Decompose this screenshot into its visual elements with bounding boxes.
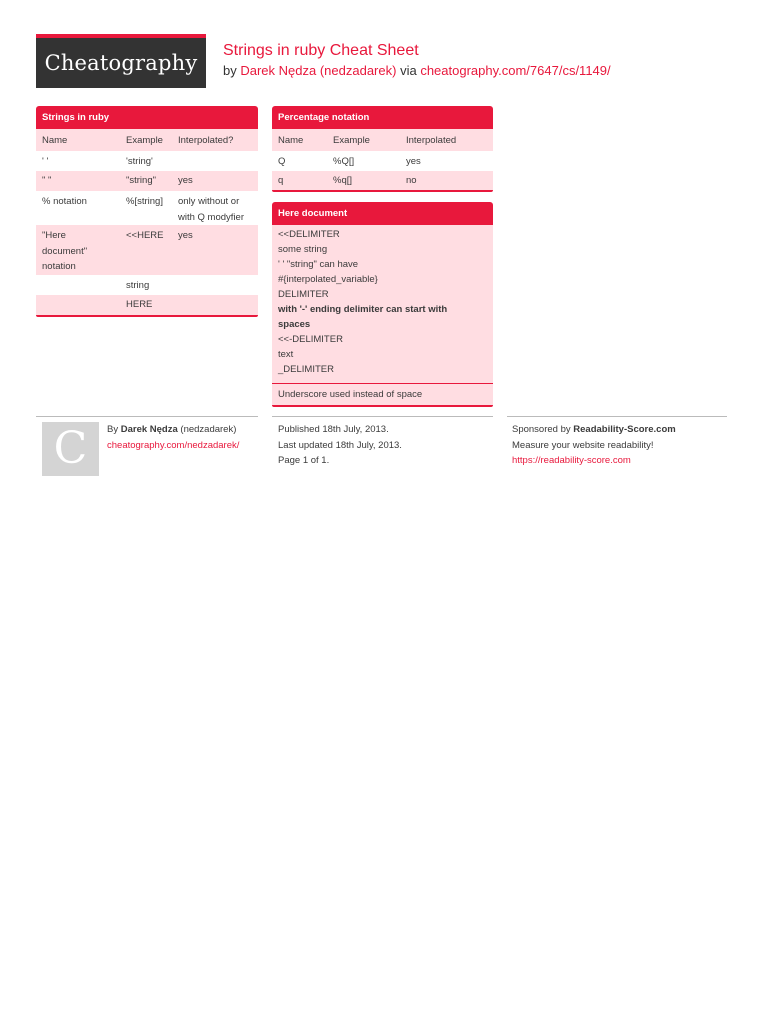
author-name: Darek Nędza bbox=[120, 424, 178, 435]
table-row bbox=[36, 295, 258, 315]
author-info bbox=[107, 422, 239, 453]
footer-divider bbox=[272, 416, 493, 417]
here-document-panel bbox=[272, 202, 493, 407]
sheet-url-link[interactable]: cheatography.com/7647/cs/1149/ bbox=[420, 63, 611, 78]
column-header: Example bbox=[126, 134, 163, 146]
table-row bbox=[36, 225, 258, 275]
by-label: By bbox=[107, 424, 119, 435]
column-header: Name bbox=[42, 134, 68, 146]
code-line: _DELIMITER bbox=[278, 364, 334, 375]
panel-title: Strings in ruby bbox=[36, 106, 258, 129]
row-example: %Q[] bbox=[333, 156, 355, 167]
panel-title: Percentage notation bbox=[272, 106, 493, 129]
table-header-row bbox=[272, 129, 493, 151]
row-name bbox=[36, 297, 120, 315]
panel-bottom-rule bbox=[272, 405, 493, 407]
publish-info bbox=[278, 422, 402, 469]
row-example: <<HERE bbox=[126, 230, 164, 241]
footnote bbox=[272, 384, 493, 405]
table-row bbox=[36, 171, 258, 191]
sponsor-name: Readability-Score.com bbox=[573, 424, 676, 435]
row-name bbox=[36, 210, 120, 226]
code-line: DELIMITER bbox=[278, 289, 329, 300]
bold-note: with '-' ending delimiter can start with bbox=[278, 304, 448, 315]
row-example: string bbox=[126, 280, 150, 291]
sponsor-link[interactable]: https://readability-score.com bbox=[512, 455, 631, 466]
sponsor-info bbox=[512, 422, 676, 469]
logo-text: Cheatography bbox=[44, 51, 198, 75]
code-line: <<DELIMITER bbox=[278, 229, 340, 240]
row-interpolated: only without or bbox=[178, 196, 240, 207]
row-interpolated: no bbox=[406, 175, 417, 186]
table-row bbox=[36, 191, 258, 225]
column-header: Name bbox=[278, 134, 304, 146]
row-name: notation bbox=[42, 261, 76, 273]
row-example: %[string] bbox=[126, 196, 163, 207]
row-interpolated bbox=[172, 297, 258, 315]
author-handle: (nedzadarek) bbox=[180, 424, 237, 435]
byline-via: via bbox=[400, 63, 417, 78]
row-name: " " bbox=[42, 175, 52, 186]
row-name: Q bbox=[278, 156, 286, 167]
code-line: ' ' "string" can have bbox=[278, 259, 359, 270]
sponsored-by-label: Sponsored by bbox=[512, 424, 571, 435]
footer-divider bbox=[507, 416, 727, 417]
column-header: Example bbox=[333, 134, 370, 146]
column-header: Interpolated? bbox=[178, 134, 234, 146]
row-name: document" bbox=[42, 245, 88, 257]
row-interpolated: yes bbox=[178, 230, 193, 241]
code-block bbox=[272, 225, 493, 383]
sponsor-tagline: Measure your website readability! bbox=[512, 439, 654, 451]
row-interpolated bbox=[172, 154, 258, 171]
page-count: Page 1 of 1. bbox=[278, 455, 330, 466]
table-row bbox=[272, 171, 493, 190]
row-interpolated bbox=[172, 278, 258, 295]
code-line: text bbox=[278, 349, 294, 360]
byline-by: by bbox=[223, 63, 237, 78]
row-interpolated bbox=[172, 259, 258, 275]
table-row bbox=[36, 275, 258, 295]
table-header-row bbox=[36, 129, 258, 151]
row-example: "string" bbox=[126, 175, 156, 186]
panel-title: Here document bbox=[272, 202, 493, 225]
percentage-notation-panel bbox=[272, 106, 493, 192]
byline bbox=[223, 63, 611, 78]
column-header: Interpolated bbox=[406, 134, 457, 146]
row-example: HERE bbox=[126, 299, 153, 310]
bold-note: spaces bbox=[278, 319, 311, 330]
row-name: % notation bbox=[42, 196, 87, 207]
row-interpolated: with Q modyfier bbox=[178, 211, 244, 223]
row-example bbox=[120, 210, 172, 226]
row-example bbox=[120, 259, 172, 275]
row-interpolated bbox=[172, 244, 258, 260]
cheatography-logo[interactable] bbox=[36, 34, 206, 88]
footnote-text: Underscore used instead of space bbox=[278, 389, 423, 400]
table-row bbox=[272, 151, 493, 171]
row-name: ' ' bbox=[42, 156, 49, 167]
code-line: #{interpolated_variable} bbox=[278, 274, 378, 285]
updated-date: Last updated 18th July, 2013. bbox=[278, 439, 402, 451]
footer-divider bbox=[36, 416, 258, 417]
code-line: <<-DELIMITER bbox=[278, 334, 343, 345]
row-name: q bbox=[278, 175, 284, 186]
row-name: "Here bbox=[42, 230, 66, 241]
row-example bbox=[120, 244, 172, 260]
panel-bottom-rule bbox=[36, 315, 258, 317]
page-title: Strings in ruby Cheat Sheet bbox=[223, 42, 419, 59]
row-example: 'string' bbox=[126, 156, 153, 167]
row-example: %q[] bbox=[333, 175, 353, 186]
row-interpolated: yes bbox=[178, 175, 193, 186]
row-name bbox=[36, 278, 120, 295]
table-row bbox=[36, 151, 258, 171]
author-link[interactable]: Darek Nędza (nedzadarek) bbox=[240, 63, 397, 78]
author-avatar[interactable]: C bbox=[42, 422, 99, 476]
author-profile-link[interactable]: cheatography.com/nedzadarek/ bbox=[107, 439, 240, 451]
published-date: Published 18th July, 2013. bbox=[278, 424, 389, 435]
code-line: some string bbox=[278, 244, 328, 255]
strings-in-ruby-panel bbox=[36, 106, 258, 317]
panel-bottom-rule bbox=[272, 190, 493, 192]
row-interpolated: yes bbox=[406, 156, 421, 167]
